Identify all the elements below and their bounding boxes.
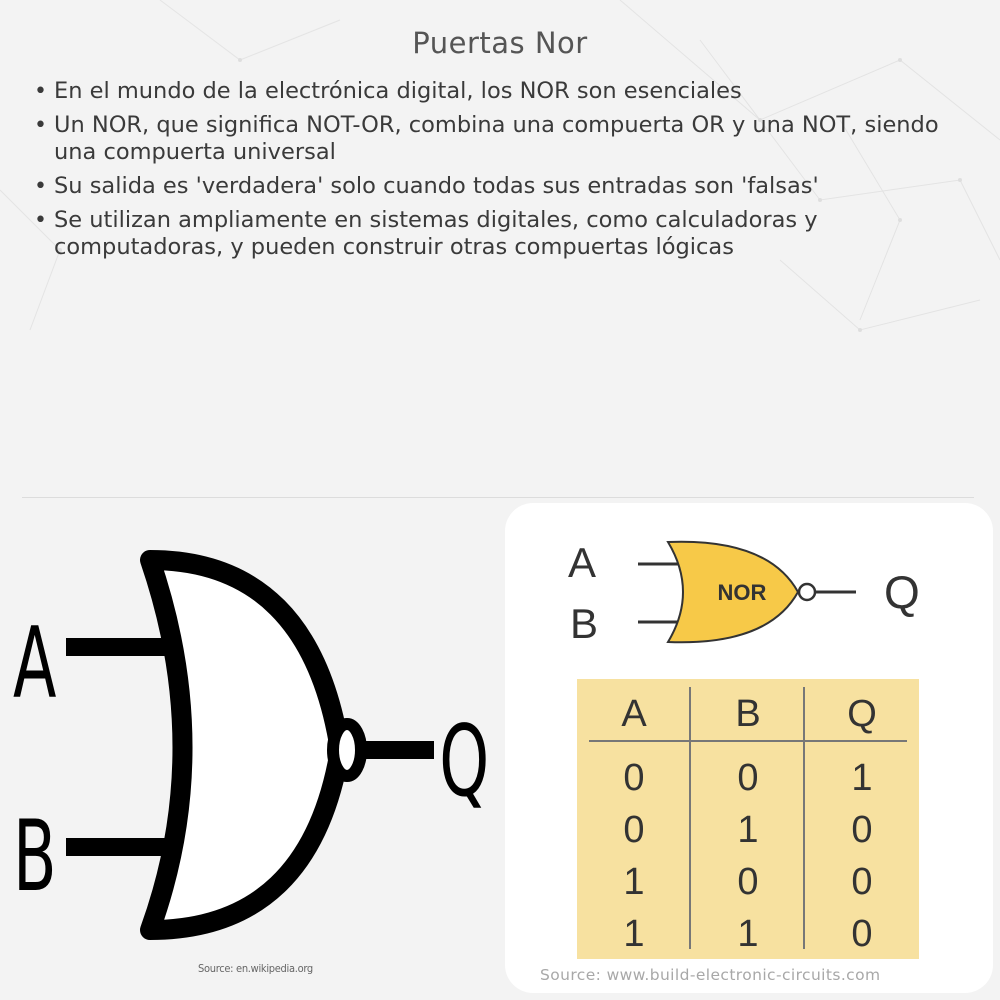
nor-gate-symbol-right (520, 530, 960, 660)
table-cell: 1 (737, 809, 759, 851)
section-divider (22, 497, 974, 498)
bullet-text: Su salida es 'verdadera' solo cuando todas sus entradas son 'falsas' (54, 173, 819, 199)
bullet-dot-icon: • (34, 174, 47, 199)
right-source-credit: Source: www.build-electronic-circuits.com (540, 966, 881, 984)
table-cell: 1 (851, 757, 873, 799)
bullet-item (30, 112, 980, 166)
nor-gate-label: NOR (717, 580, 767, 605)
input-b-label: B (570, 600, 599, 647)
header-cell: Q (847, 693, 877, 735)
nor-gate-symbol-left (0, 535, 500, 955)
truth-table-header (577, 693, 919, 736)
bullet-dot-icon: • (34, 79, 47, 104)
table-cell: 0 (737, 757, 759, 799)
header-divider (589, 740, 907, 742)
table-cell: 0 (851, 913, 873, 955)
truth-table (577, 679, 919, 959)
table-cell: 0 (851, 809, 873, 851)
output-q-label: Q (884, 566, 920, 618)
left-source-credit: Source: en.wikipedia.org (198, 962, 313, 975)
table-cell: 1 (737, 913, 759, 955)
nor-gate-body (150, 560, 340, 930)
inverter-bubble (799, 584, 815, 600)
header-cell: B (735, 693, 761, 735)
input-b-label: B (12, 800, 57, 915)
table-cell: 0 (623, 809, 645, 851)
bullet-item (30, 173, 980, 200)
inverter-bubble (333, 724, 361, 776)
bullet-text: En el mundo de la electrónica digital, los NOR son esenciales (54, 78, 742, 104)
bullet-text: Un NOR, que significa NOT-OR, combina una compuerta OR y una NOT, siendo una compuerta universal (54, 112, 939, 165)
bullet-text: Se utilizan ampliamente en sistemas digitales, como calculadoras y computadoras, y pueden construir otras compuertas lógicas (54, 207, 818, 260)
table-row (577, 757, 919, 800)
table-row (577, 913, 919, 956)
output-q-label: Q (439, 705, 490, 820)
table-cell: 0 (623, 757, 645, 799)
input-a-label: A (568, 539, 597, 586)
table-row (577, 861, 919, 904)
table-cell: 1 (623, 861, 645, 903)
table-row (577, 809, 919, 852)
bullet-list (30, 78, 980, 268)
bullet-dot-icon: • (34, 208, 47, 233)
page-title: Puertas Nor (412, 26, 588, 60)
table-cell: 1 (623, 913, 645, 955)
table-cell: 0 (737, 861, 759, 903)
header-cell: A (621, 693, 647, 735)
bullet-item (30, 78, 980, 105)
table-cell: 0 (851, 861, 873, 903)
bullet-item (30, 207, 980, 261)
input-a-label: A (12, 607, 57, 722)
bullet-dot-icon: • (34, 113, 47, 138)
